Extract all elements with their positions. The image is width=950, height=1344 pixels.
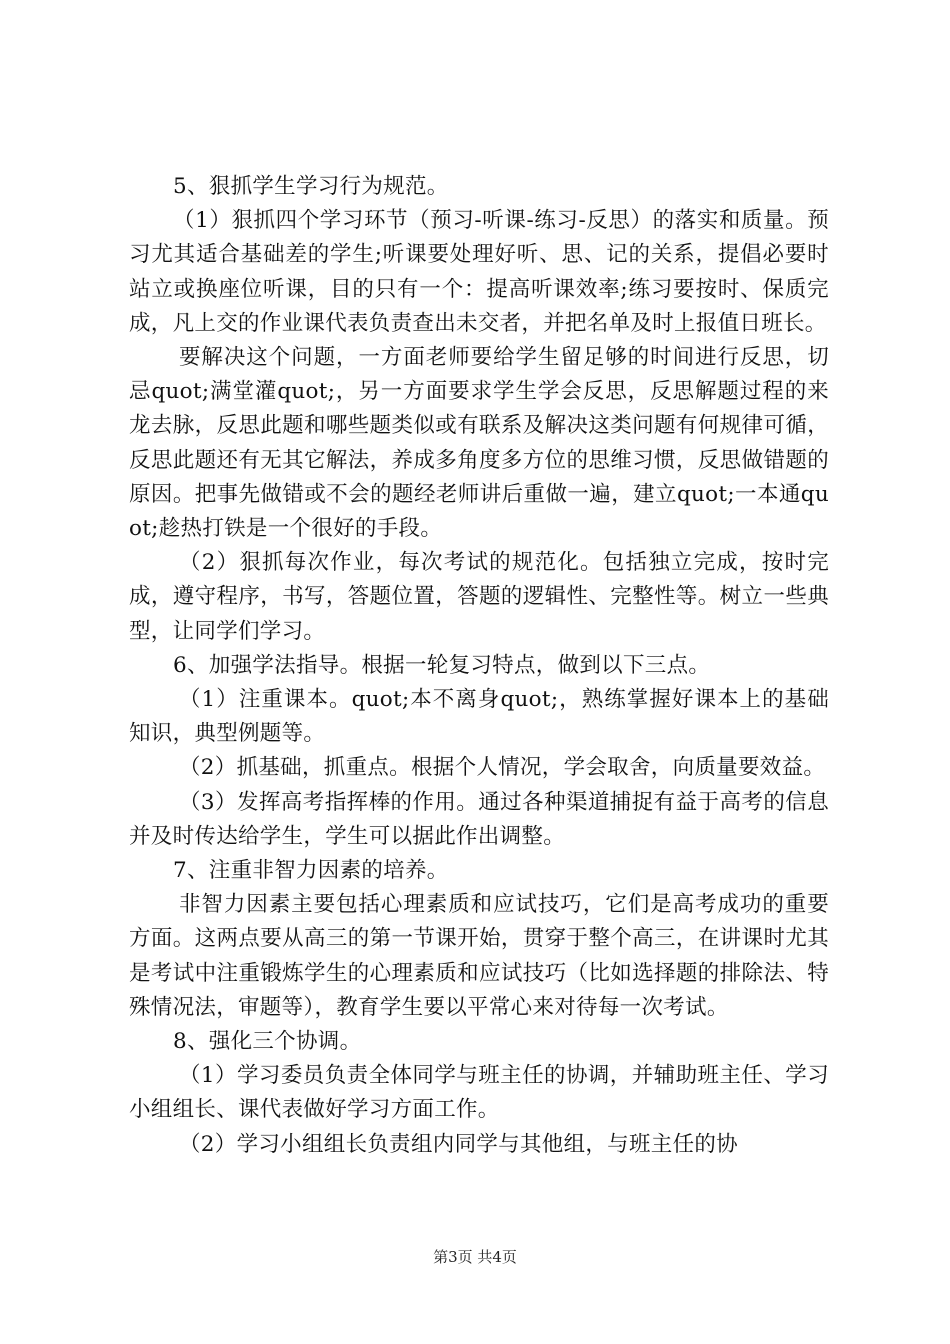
paragraph-6-3: （3）发挥高考指挥棒的作用。通过各种渠道捕捉有益于高考的信息并及时传达给学生，学生可以据此作出调整。 [129,789,829,849]
paragraph-5-1: （1）狠抓四个学习环节（预习-听课-练习-反思）的落实和质量。预习尤其适合基础差的学生;听课要处理好听、思、记的关系，提倡必要时站立或换座位听课，目的只有一个：提高听课效率;练习要按时、保质完成，凡上交的作业课代表负责查出未交者，并把名单及时上报值日班长。 [129,208,829,336]
paragraph-8-1: （1）学习委员负责全体同学与班主任的协调，并辅助班主任、学习小组组长、课代表做好学习方面工作。 [129,1063,829,1123]
section-heading-5: 5、狠抓学生学习行为规范。 [173,174,449,199]
page-number-label: 第3页 共4页 [433,1248,517,1266]
page-footer [0,1247,950,1267]
section-heading-8: 8、强化三个协调。 [173,1029,362,1055]
paragraph-7: 非智力因素主要包括心理素质和应试技巧，它们是高考成功的重要方面。这两点要从高三的第一节课开始，贯穿于整个高三，在讲课时尤其是考试中注重锻炼学生的心理素质和应试技巧（比如选择题的排除法、特殊情况法，审题等），教育学生要以平常心来对待每一次考试。 [129,892,829,1020]
paragraph-6-1: （1）注重课本。quot;本不离身quot;，熟练掌握好课本上的基础知识，典型例题等。 [129,687,829,747]
paragraph-6-2: （2）抓基础，抓重点。根据个人情况，学会取舍，向质量要效益。 [179,755,826,781]
document-body [129,170,829,1162]
paragraph-reflection: 要解决这个问题，一方面老师要给学生留足够的时间进行反思，切忌quot;满堂灌quot;，另一方面要求学生学会反思，反思解题过程的来龙去脉，反思此题和哪些题类似或有联系及解决这类问题有何规律可循，反思此题还有无其它解法，养成多角度多方位的思维习惯，反思做错题的原因。把事先做错或不会的题经老师讲后重做一遍，建立quot;一本通quot;趁热打铁是一个很好的手段。 [129,345,829,542]
paragraph-8-2: （2）学习小组组长负责组内同学与其他组，与班主任的协 [179,1131,738,1157]
section-heading-7: 7、注重非智力因素的培养。 [173,858,449,884]
paragraph-5-2: （2）狠抓每次作业，每次考试的规范化。包括独立完成，按时完成，遵守程序，书写，答题位置，答题的逻辑性、完整性等。树立一些典型，让同学们学习。 [129,550,829,644]
section-heading-6: 6、加强学法指导。根据一轮复习特点，做到以下三点。 [173,652,711,678]
